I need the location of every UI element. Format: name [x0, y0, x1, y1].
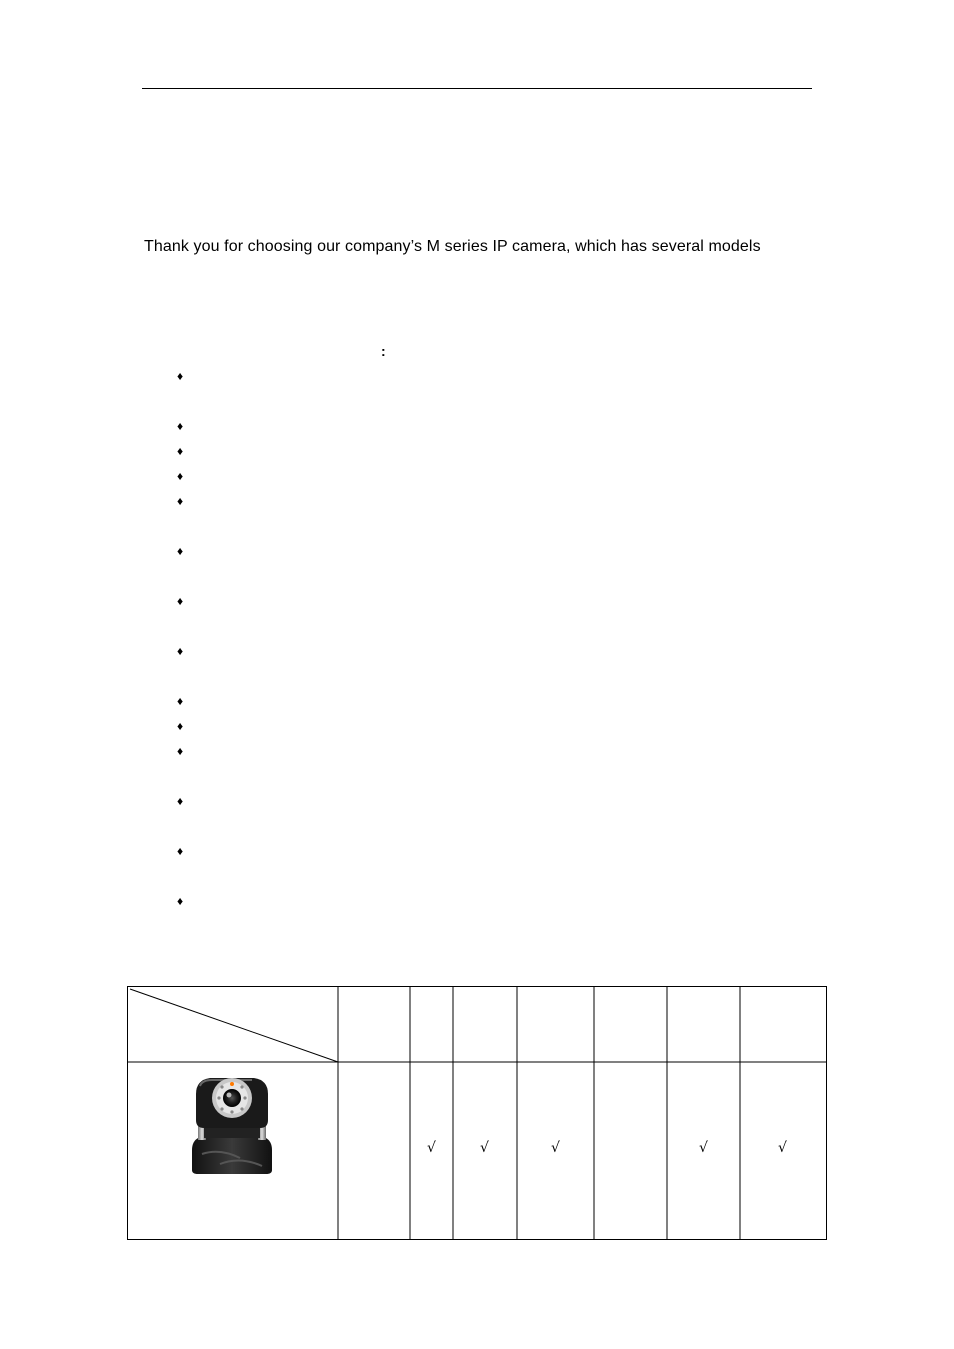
- bullet-13: ♦: [177, 844, 184, 858]
- bullet-10: ♦: [177, 719, 184, 733]
- camera-product-image: [190, 1074, 274, 1176]
- features-colon: :: [381, 343, 386, 359]
- bullet-3: ♦: [177, 444, 184, 458]
- bullet-5: ♦: [177, 494, 184, 508]
- bullet-1: ♦: [177, 369, 184, 383]
- intro-text: Thank you for choosing our company’s M series IP camera, which has several models: [144, 238, 761, 255]
- check-mark-col-2: √: [427, 1140, 436, 1156]
- check-mark-col-6: √: [699, 1140, 708, 1156]
- bullet-9: ♦: [177, 694, 184, 708]
- header-diagonal-line: [130, 989, 338, 1062]
- bullet-6: ♦: [177, 544, 184, 558]
- check-mark-col-7: √: [778, 1140, 787, 1156]
- bullet-14: ♦: [177, 894, 184, 908]
- bullet-11: ♦: [177, 744, 184, 758]
- header-rule: [142, 88, 812, 89]
- check-mark-col-4: √: [551, 1140, 560, 1156]
- bullet-8: ♦: [177, 644, 184, 658]
- check-mark-col-3: √: [480, 1140, 489, 1156]
- bullet-4: ♦: [177, 469, 184, 483]
- bullet-2: ♦: [177, 419, 184, 433]
- bullet-12: ♦: [177, 794, 184, 808]
- bullet-7: ♦: [177, 594, 184, 608]
